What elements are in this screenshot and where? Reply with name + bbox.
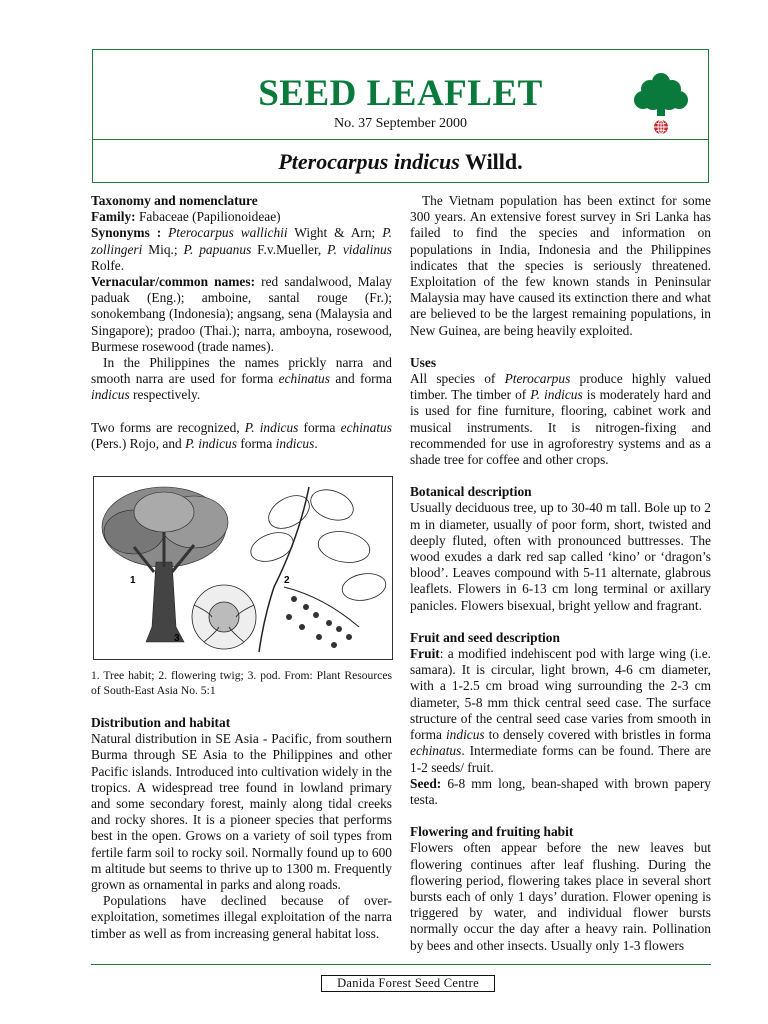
species-author: Willd.: [464, 149, 523, 174]
botanical-paragraph: Usually deciduous tree, up to 30-40 m tall. Bole up to 2 m in diameter, usually of poor form, short, twisted and deeply fluted, often with pronounced buttresses. The wood exudes a dark red sap called ‘kino’ or ‘dragon’s blood’. Leaves compound with 5-11 alternate, glabrous leaflets. Flowers in 6-13 cm long terminal or axillary panicles. Flowers bisexual, bright yellow and fragrant.: [410, 500, 711, 613]
fruit-paragraph: Fruit: a modified indehiscent pod with large wing (i.e. samara). It is circular, light brown, 4-6 cm diameter, with a 1-2.5 cm broad wing surrounding the 2-3 cm diameter, 5-8 mm thick central seed case. The surface structure of the central seed case varies from smooth in forma indicus to densely covered with bristles in forma echinatus. Intermediate forms can be found. There are 1-2 seeds/ fruit.: [410, 646, 711, 775]
flowering-heading: Flowering and fruiting habit: [410, 824, 574, 840]
right-column: [410, 193, 711, 954]
philippines-paragraph: In the Philippines the names prickly narra and smooth narra are used for forma echinatus and forma indicus respectively.: [91, 355, 393, 403]
forms-paragraph: Two forms are recognized, P. indicus forma echinatus (Pers.) Rojo, and P. indicus forma indicus.: [91, 419, 392, 451]
header-box: [92, 49, 709, 183]
taxonomy-heading: Taxonomy and nomenclature: [91, 193, 258, 208]
vernacular-line: Vernacular/common names: red sandalwood, Malay paduak (Eng.); amboine, santal rouge (Fr.); sonokembang (Indonesia); angsang, sena (Malaysia and Singapore); pradoo (Thai.); narra, amboyna, rosewood, Burmese rosewood (trade names).: [91, 274, 392, 354]
header-divider: [93, 139, 708, 140]
flowering-twig-drawing: [247, 484, 388, 652]
footer-organization: Danida Forest Seed Centre: [321, 975, 495, 992]
botanical-illustration: [93, 476, 393, 660]
left-column-lower: [91, 715, 392, 942]
distribution-paragraph: Natural distribution in SE Asia - Pacific, from southern Burma through SE Asia to the Philippines and other Pacific islands. Introduced into cultivation widely in the tropics. A widespread tree found in lowland primary and some secondary forest, mainly along tidal creeks and rocky shores. It is a pioneer species that performs best in the open. Grows on a variety of soil types from fertile farm soil to rocky soil. Normally found up to 600 m altitude but seems to thrive up to 1300 m. Frequently grown as ornamental in parks and along roads.: [91, 731, 392, 893]
uses-paragraph: All species of Pterocarpus produce highly valued timber. The timber of P. indicus is moderately hard and is used for fine furniture, flooring, cabinet work and musical instruments. It is nitrogen-fixing and recommended for use in agroforestry systems and as a shade tree for coffee and other crops.: [410, 371, 711, 468]
synonyms-line: Synonyms : Pterocarpus wallichii Wight & Arn; P. zollingeri Miq.; P. papuanus F.v.Mueller, P. vidalinus Rolfe.: [91, 225, 392, 273]
family-line: Family: Fabaceae (Papilionoideae): [91, 209, 281, 225]
vietnam-paragraph: The Vietnam population has been extinct for some 300 years. An extensive forest survey in Sri Lanka has failed to find the species and information on populations in India, Indonesia and the Philippines indicates that the species is seriously threatened. Exploitation of the few known stands in Peninsular Malaysia may have caused its extinction there and what are believed to be the largest remaining populations, in New Guinea, are being heavily exploited.: [410, 193, 711, 338]
figure-caption: 1. Tree habit; 2. flowering twig; 3. pod. From: Plant Resources of South-East Asia No. 5:1: [91, 669, 392, 697]
figure-label-3: 3: [174, 633, 180, 644]
globe-icon: [654, 120, 668, 134]
uses-heading: Uses: [410, 354, 437, 370]
species-name: Pterocarpus indicus: [278, 149, 460, 174]
figure-label-2: 2: [284, 575, 290, 586]
pod-drawing: [192, 585, 256, 649]
species-title: [93, 149, 708, 175]
flowering-paragraph: Flowers often appear before the new leaves but flowering continues after leaf flushing. During the flowering period, flowering takes place in several short bursts each of only 1 days’ duration. Flower opening is triggered by water, and individual flower bursts normally occur the day after a heavy rain. Pollination by bees and other insects. Usually only 1-3 flowers: [410, 840, 711, 953]
fruit-heading: Fruit and seed description: [410, 629, 560, 645]
illustration-drawing: [94, 477, 392, 659]
seed-paragraph: Seed: 6-8 mm long, bean-shaped with brown papery testa.: [410, 775, 711, 807]
figure-label-1: 1: [130, 575, 136, 586]
left-column: [91, 193, 392, 452]
tree-logo-icon: [633, 72, 689, 138]
distribution-heading: Distribution and habitat: [91, 715, 231, 730]
botanical-heading: Botanical description: [410, 484, 532, 500]
page-title: SEED LEAFLET: [258, 73, 543, 114]
populations-paragraph: Populations have declined because of over-exploitation, sometimes illegal exploitation of the narra timber as well as from increasing general habitat loss.: [91, 893, 392, 941]
issue-line: No. 37 September 2000: [334, 116, 467, 131]
footer-rule: [91, 964, 711, 965]
